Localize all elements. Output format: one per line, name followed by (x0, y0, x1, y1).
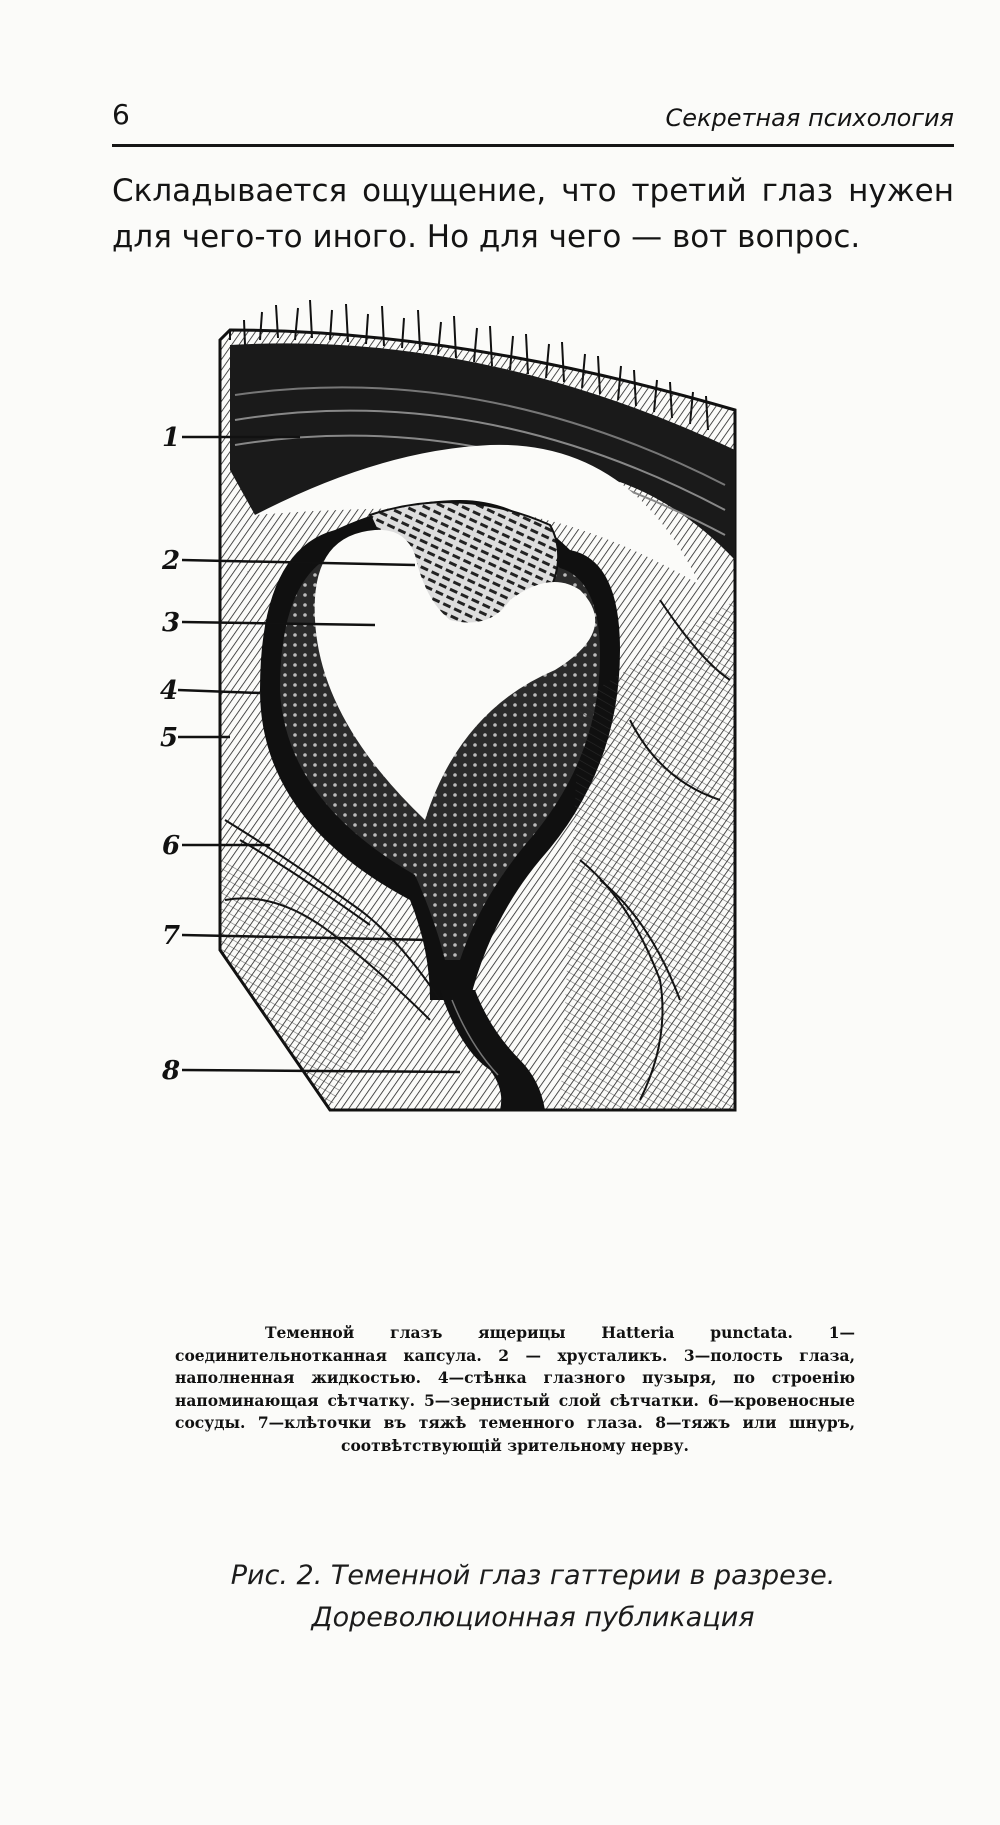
page-number: 6 (112, 98, 130, 131)
label-6: 6 (162, 831, 181, 861)
page-header (112, 96, 954, 147)
label-8: 8 (162, 1056, 181, 1086)
label-7: 7 (162, 921, 181, 951)
label-2: 2 (162, 546, 181, 576)
engraving-drawing (160, 300, 880, 1310)
body-paragraph: Складывается ощущение, что третий глаз нужен для чего-то иного. Но для чего — вот вопрос. (112, 173, 954, 255)
original-figure-legend: Теменной глазъ ящерицы Hatteria punctata. 1—соединительнотканная капсула. 2 — хрусталикъ. 3—полость глаза, наполненная жидкостью. 4—стѣнка глазного пузыря, по строенію напоминающая сѣтчатку. 5—зернистый слой сѣтчатки. 6—кровеносные сосуды. 7—клѣточки въ тяжѣ теменного глаза. 8—тяжъ или шнуръ, соотвѣтствующій зрительному нерву. (175, 1323, 855, 1455)
parietal-eye-illustration (160, 300, 880, 1310)
running-title: Секретная психология (665, 104, 954, 132)
figure-caption-line-2: Дореволюционная публикация (311, 1602, 755, 1633)
figure-caption (112, 1555, 954, 1639)
label-4: 4 (160, 676, 179, 706)
label-5: 5 (160, 723, 179, 753)
label-3: 3 (162, 608, 181, 638)
figure-caption-line-1: Рис. 2. Теменной глаз гаттерии в разрезе. (230, 1560, 836, 1591)
label-1: 1 (162, 423, 181, 453)
